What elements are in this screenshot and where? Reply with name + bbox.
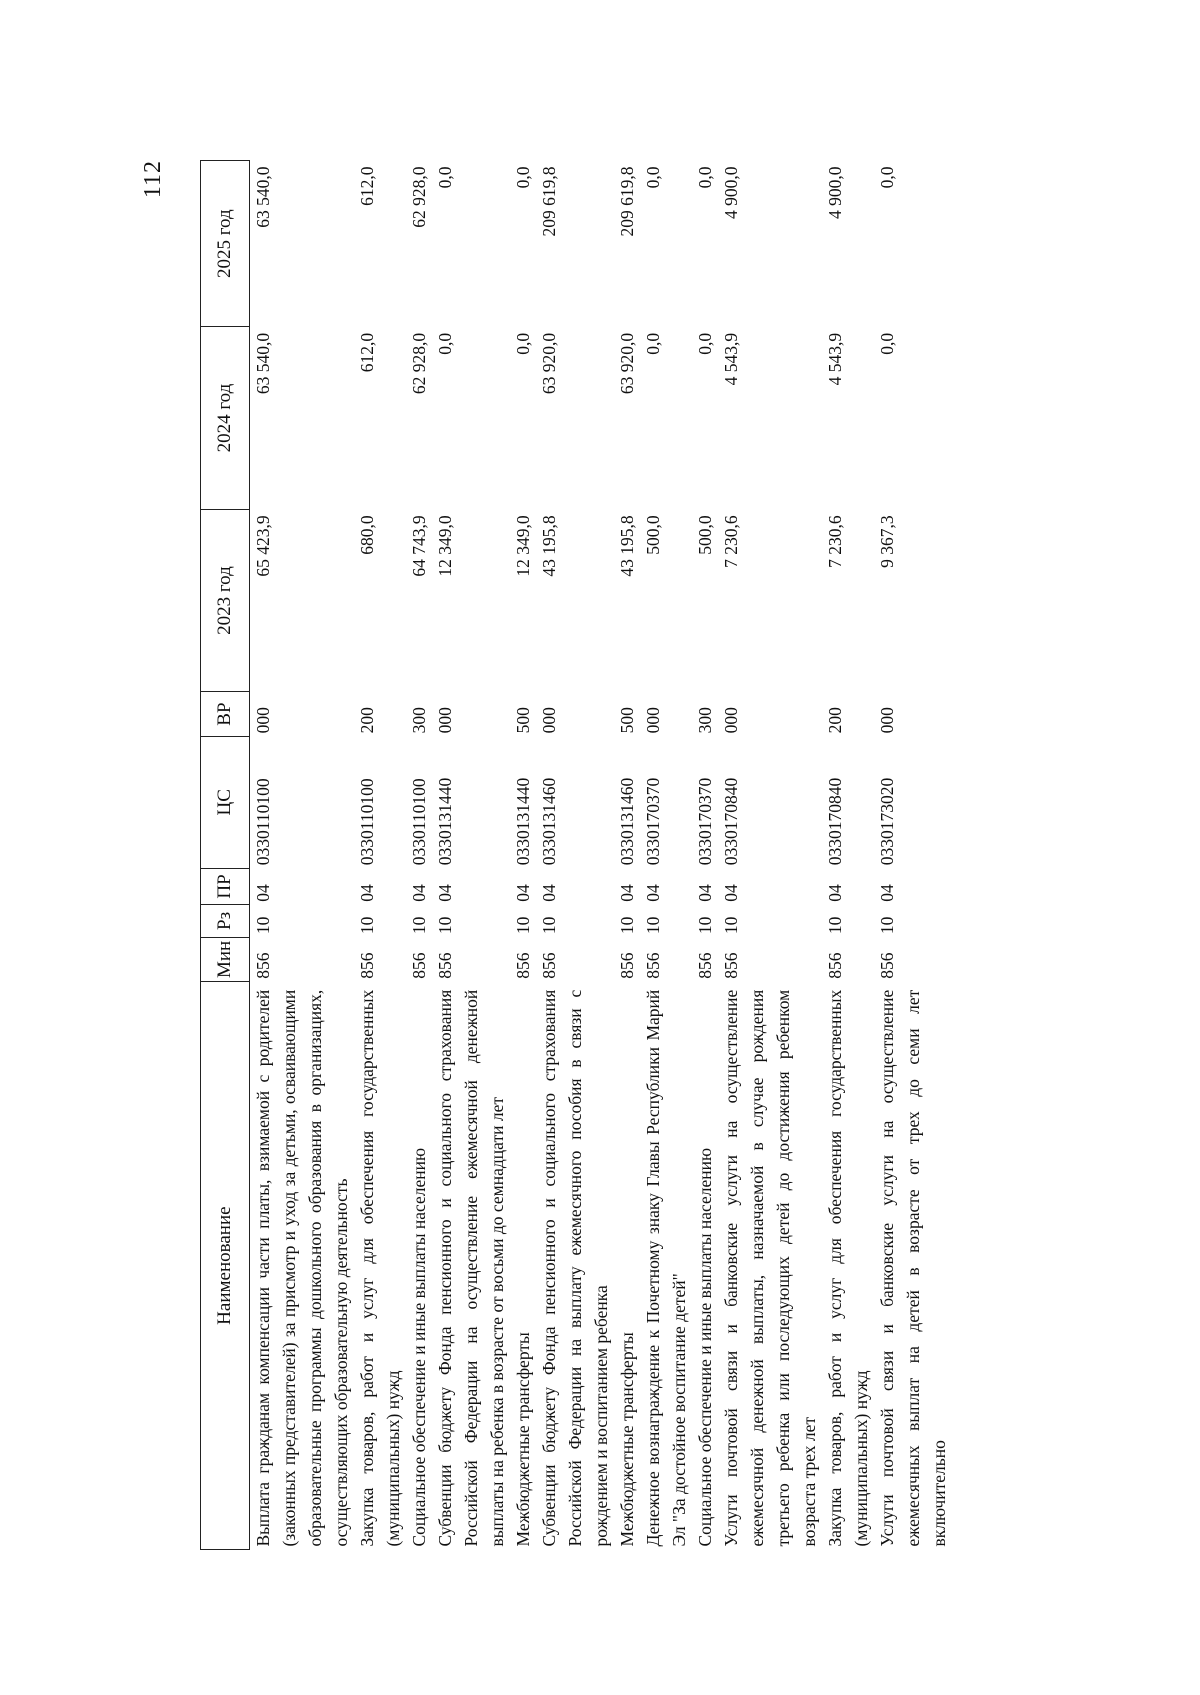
row-2023: 7 230,6 [825,515,845,568]
row-cs: 0330110100 [409,778,429,866]
row-2023: 500,0 [695,515,715,555]
table-row [718,161,822,1550]
row-vr: 500 [617,707,637,734]
header-rz: Рз [201,905,250,937]
row-cs: 0330170370 [643,777,663,866]
row-rz: 10 [643,916,663,935]
table-row [406,161,432,1550]
row-min: 856 [825,952,845,979]
row-vr: 000 [539,707,559,734]
row-cs: 0330110100 [253,778,273,866]
row-cs: 0330170840 [721,777,741,866]
row-name: Социальное обеспечение и иные выплаты населению [695,1147,715,1547]
row-name: Закупка товаров, работ и услуг для обеспечения государственных (муниципальных) нужд [825,989,871,1547]
row-rz: 10 [721,916,741,935]
row-2024: 62 928,0 [409,332,429,395]
row-pr: 04 [539,884,559,902]
row-pr: 04 [253,884,273,902]
row-2025: 209 619,8 [539,166,559,237]
budget-table [200,160,952,1550]
page-number: 112 [140,160,166,199]
row-2025: 0,0 [643,166,663,189]
row-2025: 63 540,0 [253,166,273,228]
row-2025: 0,0 [877,166,897,189]
row-pr: 04 [877,884,897,902]
row-vr: 000 [877,707,897,734]
row-vr: 300 [695,707,715,734]
row-min: 856 [357,952,377,979]
row-rz: 10 [539,916,559,935]
row-2024: 0,0 [695,332,715,355]
row-rz: 10 [617,916,637,935]
row-pr: 04 [695,884,715,902]
header-year-2023: 2023 год [201,509,250,691]
row-2024: 0,0 [435,332,455,355]
table-row [536,161,614,1550]
header-year-2024: 2024 год [201,327,250,509]
row-name: Социальное обеспечение и иные выплаты населению [409,1147,429,1547]
table-row [874,161,952,1550]
row-2024: 63 540,0 [253,332,273,395]
row-cs: 0330170370 [695,777,715,866]
row-2023: 64 743,9 [409,515,429,577]
row-vr: 200 [357,707,377,734]
row-rz: 10 [825,916,845,935]
row-pr: 04 [409,884,429,902]
document-page [140,160,1000,1550]
row-2025: 0,0 [513,166,533,189]
row-rz: 10 [695,916,715,935]
row-2024: 0,0 [877,332,897,355]
row-name: Межбюджетные трансферты [617,1332,637,1547]
row-pr: 04 [721,884,741,902]
header-name: Наименование [201,982,250,1550]
row-rz: 10 [253,916,273,935]
row-name: Закупка товаров, работ и услуг для обеспечения государственных (муниципальных) нужд [357,989,403,1547]
table-row [692,161,718,1550]
row-rz: 10 [513,916,533,935]
row-2024: 0,0 [513,332,533,355]
row-cs: 0330170840 [825,777,845,866]
row-2025: 4 900,0 [721,166,741,219]
row-vr: 000 [253,707,273,734]
row-pr: 04 [617,884,637,902]
row-name: Выплата гражданам компенсации части платы, взимаемой с родителей (законных представителей) за присмотр и уход за детьми, осваивающими образовательные программы дошкольного образования в организациях, осуществляющих образовательную деятельность [253,989,351,1547]
row-2023: 43 195,8 [539,515,559,577]
row-min: 856 [539,952,559,979]
row-2025: 612,0 [357,166,377,206]
row-min: 856 [877,952,897,979]
row-2023: 65 423,9 [253,515,273,577]
table-row [640,161,692,1550]
row-min: 856 [721,952,741,979]
row-rz: 10 [409,916,429,935]
row-cs: 0330131440 [513,777,533,866]
row-2025: 4 900,0 [825,166,845,219]
table-row [250,161,355,1550]
row-2023: 680,0 [357,515,377,555]
row-vr: 500 [513,707,533,734]
row-cs: 0330110100 [357,778,377,866]
row-min: 856 [253,952,273,979]
row-cs: 0330173020 [877,777,897,866]
table-row [822,161,874,1550]
row-pr: 04 [357,884,377,902]
row-2024: 612,0 [357,332,377,373]
header-pr: ПР [201,868,250,904]
row-pr: 04 [825,884,845,902]
row-2024: 0,0 [643,332,663,355]
row-vr: 200 [825,707,845,734]
row-pr: 04 [435,884,455,902]
row-vr: 000 [643,707,663,734]
table-row [510,161,536,1550]
row-rz: 10 [357,916,377,935]
row-min: 856 [695,952,715,979]
row-min: 856 [409,952,429,979]
row-pr: 04 [643,884,663,902]
row-cs: 0330131460 [617,777,637,866]
row-2023: 43 195,8 [617,515,637,577]
row-2023: 9 367,3 [877,515,897,568]
row-2024: 4 543,9 [721,332,741,386]
header-year-2025: 2025 год [201,161,250,327]
row-min: 856 [617,952,637,979]
row-2025: 62 928,0 [409,166,429,228]
header-vr: ВР [201,692,250,737]
table-row [354,161,406,1550]
row-pr: 04 [513,884,533,902]
row-name: Услуги почтовой связи и банковские услуги на осуществление ежемесячных выплат на детей в возрасте от трех до семи лет включительно [877,989,949,1547]
table-row [432,161,510,1550]
row-min: 856 [643,952,663,979]
header-cs: ЦС [201,736,250,868]
row-vr: 000 [435,707,455,734]
row-2023: 12 349,0 [435,515,455,577]
row-vr: 300 [409,707,429,734]
row-2023: 12 349,0 [513,515,533,577]
row-2024: 63 920,0 [539,332,559,395]
row-name: Субвенции бюджету Фонда пенсионного и социального страхования Российской Федерации на выплату ежемесячного пособия в связи с рождением и воспитанием ребенка [539,989,611,1547]
row-2023: 500,0 [643,515,663,555]
row-name: Субвенции бюджету Фонда пенсионного и социального страхования Российской Федерации на осуществление ежемесячной денежной выплаты на ребенка в возрасте от восьми до семнадцати лет [435,989,507,1547]
row-rz: 10 [877,916,897,935]
row-name: Денежное вознаграждение к Почетному знаку Главы Республики Марий Эл "За достойное воспитание детей" [643,989,689,1547]
row-2024: 4 543,9 [825,332,845,386]
row-cs: 0330131440 [435,777,455,866]
header-min: Мин [201,937,250,982]
table-header-row [201,161,250,1550]
row-vr: 000 [721,707,741,734]
row-rz: 10 [435,916,455,935]
row-2025: 0,0 [435,166,455,189]
row-2023: 7 230,6 [721,515,741,568]
row-2025: 0,0 [695,166,715,189]
row-name: Услуги почтовой связи и банковские услуги на осуществление ежемесячной денежной выплаты, назначаемой в случае рождения третьего ребенка или последующих детей до достижения ребенком возраста трех лет [721,989,819,1547]
row-name: Межбюджетные трансферты [513,1332,533,1547]
row-min: 856 [435,952,455,979]
table-row [614,161,640,1550]
row-cs: 0330131460 [539,777,559,866]
row-min: 856 [513,952,533,979]
row-2024: 63 920,0 [617,332,637,395]
row-2025: 209 619,8 [617,166,637,237]
